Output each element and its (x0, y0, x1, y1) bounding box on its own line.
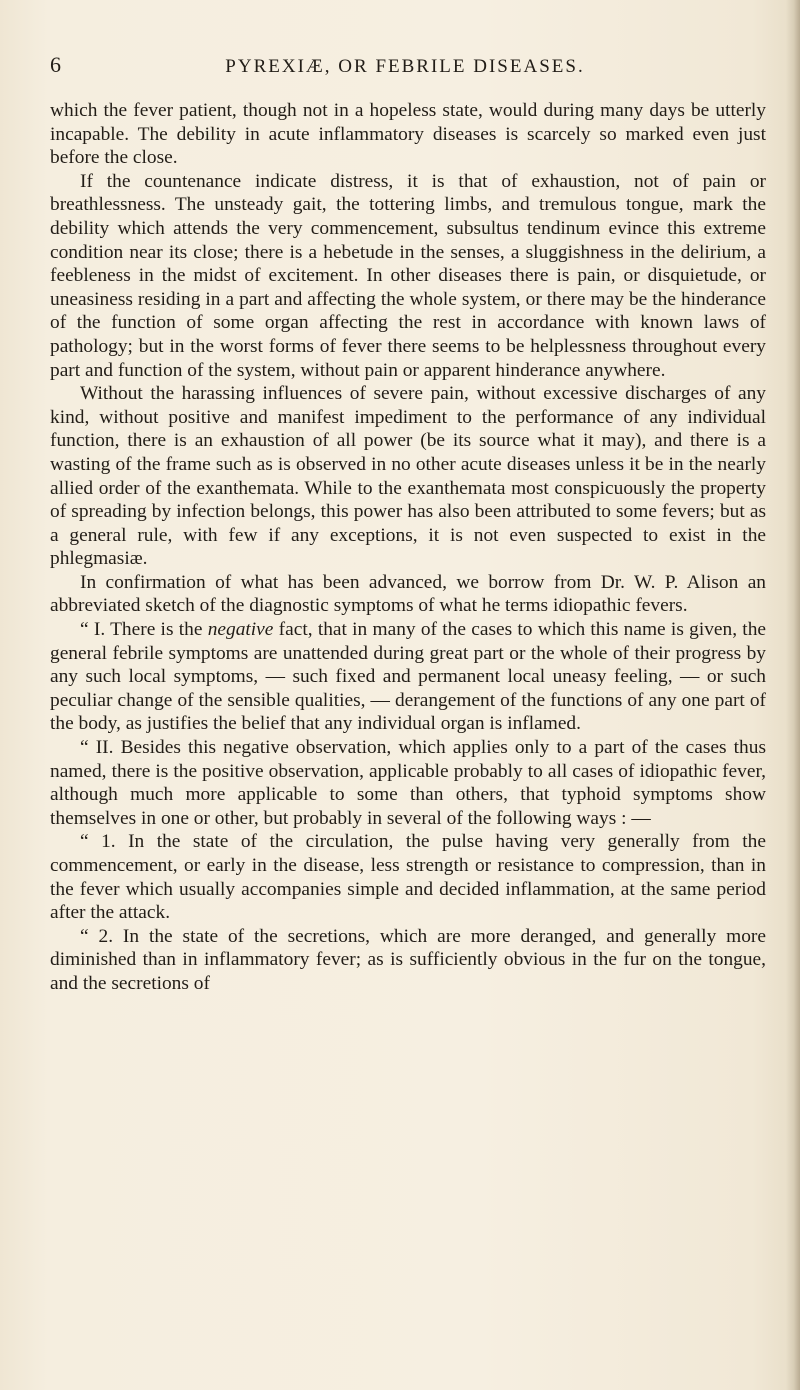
paragraph: In confirmation of what has been advanced, we borrow from Dr. W. P. Alison an abbreviated sketch of the diagnostic symptoms of what he terms idiopathic fevers. (50, 571, 766, 617)
page-number: 6 (50, 52, 61, 77)
paragraph: Without the harassing influences of severe pain, without excessive discharges of any kind, without positive and manifest impediment to the performance of any individual function, there is an exhaustion of all power (be its source what it may), and there is a wasting of the frame such as is observed in no other acute diseases unless it be in the nearly allied order of the exanthemata. While to the exanthemata most conspicuously the property of spreading by infection belongs, this power has also been attributed to some fevers; but as a general rule, with few if any exceptions, it is not even suspected to exist in the phlegmasiæ. (50, 383, 766, 570)
page-header (50, 52, 760, 86)
quote-paragraph-2: “ 2. In the state of the secretions, which are more deranged, and generally more diminished than in inflammatory fever; as is sufficiently obvious in the fur on the tongue, and the secretions of (50, 925, 766, 994)
emphasis-negative: negative (207, 619, 274, 641)
page-edge (786, 0, 800, 1390)
quote-paragraph-i (50, 618, 766, 736)
body-text (50, 99, 766, 996)
quote-paragraph-ii: “ II. Besides this negative observation, which applies only to a part of the cases thus named, there is the positive observation, applicable probably to all cases of idiopathic fever, although much more applicable to some than others, that typhoid symptoms show themselves in one or other, but probably in several of the following ways : — (50, 737, 766, 829)
quote-text: fact, that in many of the cases to which this name is given, the general febrile symptoms are unattended during great part or the whole of their progress by any such local symptoms, — such fixed and permanent local uneasy feeling, — or such peculiar change of the sensible qualities, — derangement of the functions of any one part of the body, as justifies the belief that any individual organ is inflamed. (50, 619, 767, 735)
running-head: PYREXIÆ, OR FEBRILE DISEASES. (225, 56, 585, 77)
paragraph: If the countenance indicate distress, it is that of exhaustion, not of pain or breathlessness. The unsteady gait, the tottering limbs, and tremulous tongue, mark the debility which attends the very commencement, subsultus tendinum evince this extreme condition near its close; there is a hebetude in the senses, a sluggishness in the delirium, a feebleness in the midst of excitement. In other diseases there is pain, or disquietude, or uneasiness residing in a part and affecting the whole system, or there may be the hinderance of the function of some organ affecting the rest in accordance with known laws of pathology; but in the worst forms of fever there seems to be helplessness throughout every part and function of the system, without pain or apparent hinderance anywhere. (50, 170, 766, 381)
paragraph-continuation: which the fever patient, though not in a hopeless state, would during many days be utterly incapable. The debility in acute inflammatory diseases is scarcely so marked even just before the close. (50, 100, 766, 169)
quote-text: “ I. There is the (80, 619, 208, 641)
quote-paragraph-1: “ 1. In the state of the circulation, the pulse having very generally from the commencement, or early in the disease, less strength or resistance to compression, than in the fever which usually accompanies simple and decided inflammation, at the same period after the attack. (50, 831, 766, 924)
